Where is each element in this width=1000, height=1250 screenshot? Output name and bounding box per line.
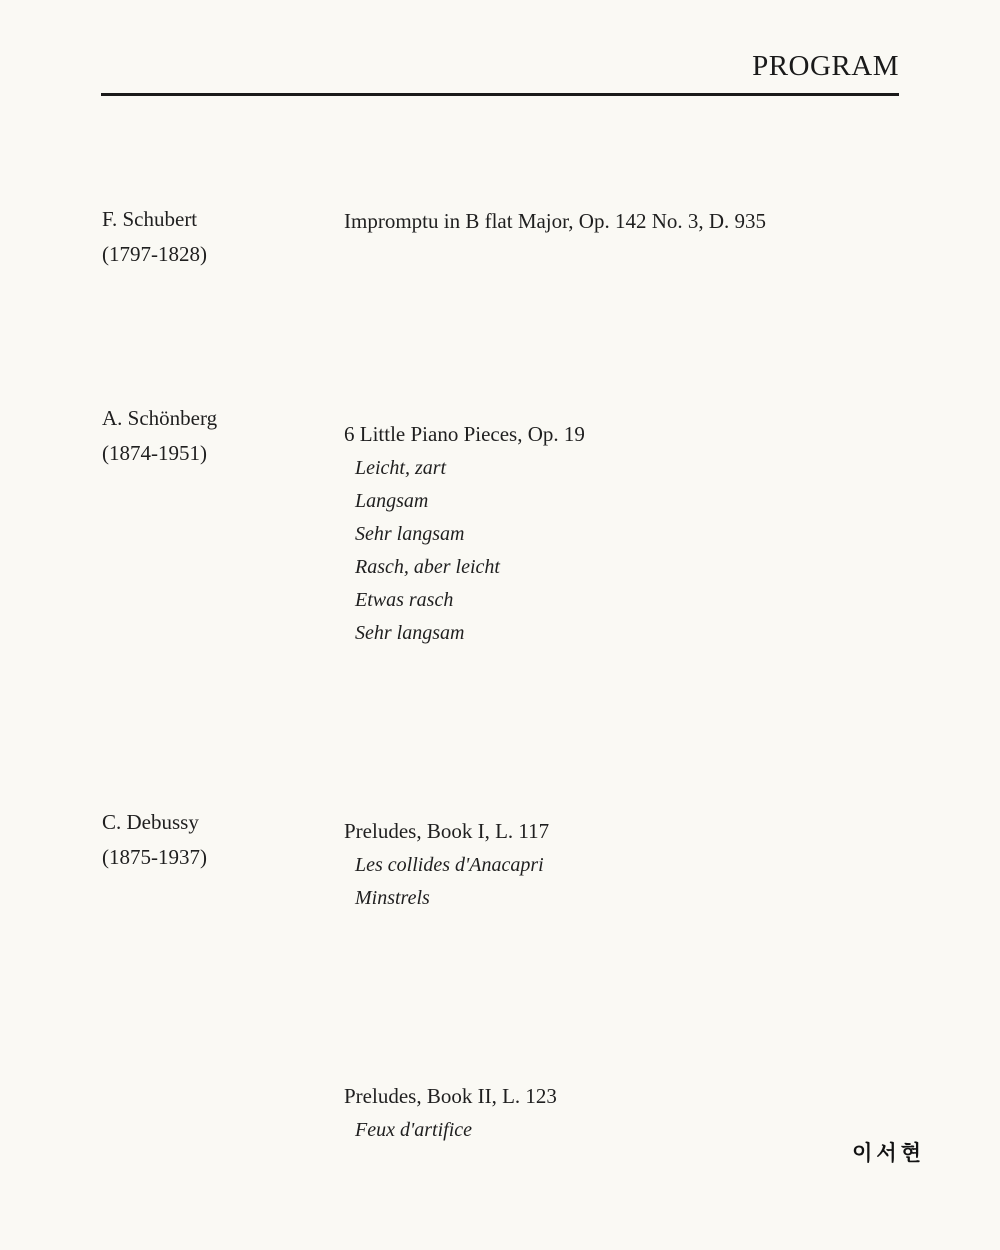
header-divider	[101, 93, 899, 96]
composer-dates: (1874-1951)	[102, 441, 207, 465]
composer-dates: (1797-1828)	[102, 242, 207, 266]
composer-block-schubert	[102, 202, 207, 272]
performer-name: 이서현	[852, 1141, 925, 1165]
movement-list	[355, 1114, 557, 1147]
work-title: Preludes, Book II, L. 123	[344, 1084, 557, 1108]
movement-item: Les collides d'Anacapri	[355, 854, 544, 876]
movement-item: Minstrels	[355, 887, 430, 909]
work-block-schubert-impromptu	[344, 205, 766, 237]
composer-dates: (1875-1937)	[102, 845, 207, 869]
work-title: Preludes, Book I, L. 117	[344, 819, 550, 843]
movement-item: Langsam	[355, 490, 429, 512]
movement-list	[355, 452, 585, 650]
work-block-debussy-book1	[344, 815, 549, 915]
movement-item: Rasch, aber leicht	[355, 556, 500, 578]
movement-item: Sehr langsam	[355, 523, 465, 545]
movement-item: Sehr langsam	[355, 622, 465, 644]
composer-block-schoenberg	[102, 401, 217, 471]
work-block-debussy-book2	[344, 1080, 557, 1147]
movement-item: Feux d'artifice	[355, 1119, 473, 1141]
composer-name: C. Debussy	[102, 810, 199, 834]
composer-name: F. Schubert	[102, 207, 198, 231]
movement-item: Leicht, zart	[355, 457, 447, 479]
movement-item: Etwas rasch	[355, 589, 454, 611]
composer-name: A. Schönberg	[102, 406, 218, 430]
work-title: Impromptu in B flat Major, Op. 142 No. 3, D. 935	[344, 209, 767, 233]
page-title: PROGRAM	[752, 50, 899, 82]
work-block-schoenberg-op19	[344, 418, 585, 650]
movement-list	[355, 849, 549, 915]
work-title: 6 Little Piano Pieces, Op. 19	[344, 422, 585, 446]
composer-block-debussy	[102, 805, 207, 875]
